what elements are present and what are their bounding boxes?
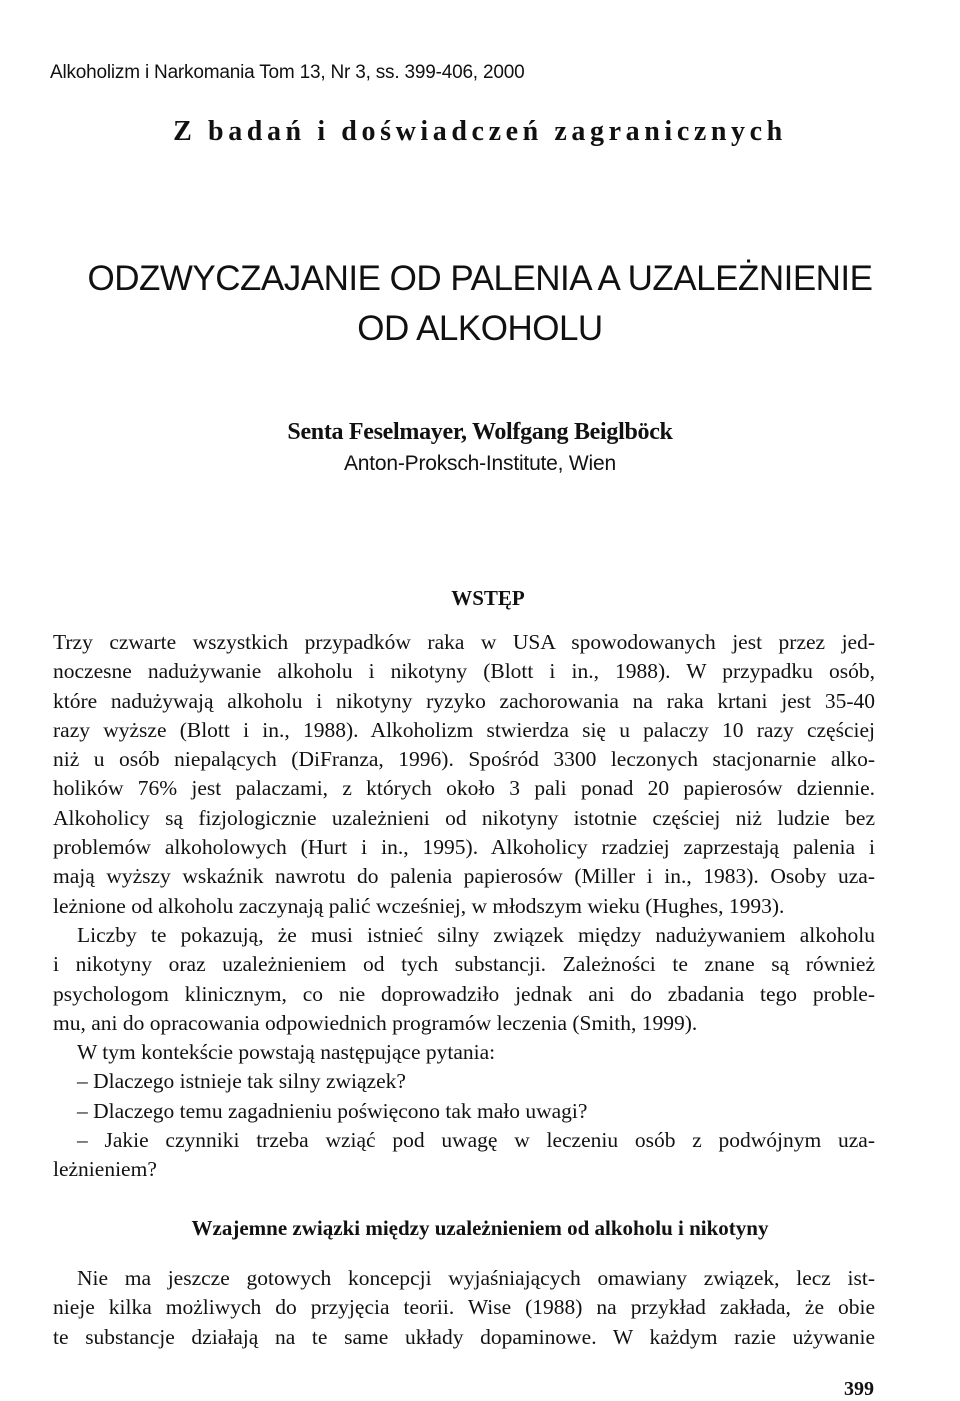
subsection-heading: Wzajemne związki między uzależnieniem od alkoholu i nikotyny — [191, 1216, 769, 1240]
text-line: i nikotyny oraz uzależnieniem od tych substancji. Zależności te znane są również — [53, 952, 875, 977]
text-line: holików 76% jest palaczami, z których około 3 pali ponad 20 papierosów dziennie. — [53, 776, 875, 801]
intro-paragraph — [53, 628, 875, 1185]
authors: Senta Feselmayer, Wolfgang Beiglböck — [287, 419, 673, 445]
section-title: Z badań i doświadczeń zagranicznych — [173, 116, 787, 147]
text-line: W tym kontekście powstają następujące pytania: — [77, 1040, 496, 1065]
text-line: mu, ani do opracowania odpowiednich programów leczenia (Smith, 1999). — [53, 1010, 698, 1035]
text-line: Alkoholicy są fizjologicznie uzależnieni od nikotyny istotnie częściej niż ludzie bez — [53, 805, 875, 830]
article-title — [0, 254, 960, 354]
text-line: niż u osób niepalących (DiFranza, 1996). Spośród 3300 leczonych stacjonarnie alko- — [53, 747, 875, 772]
text-line: problemów alkoholowych (Hurt i in., 1995). Alkoholicy rzadziej zaprzestają palenia i — [53, 835, 875, 860]
text-line: Liczby te pokazują, że musi istnieć silny związek między nadużywaniem alkoholu — [77, 922, 875, 947]
intro-heading: WSTĘP — [451, 586, 525, 610]
page-number: 399 — [844, 1378, 874, 1400]
text-line: nieje kilka możliwych do przyjęcia teorii. Wise (1988) na przykład zakłada, że obie — [53, 1295, 875, 1320]
text-line: noczesne nadużywanie alkoholu i nikotyny (Blott i in., 1988). W przypadku osób, — [53, 659, 875, 684]
text-line: psychologom klinicznym, co nie doprowadziło jednak ani do zbadania tego proble- — [53, 981, 875, 1006]
text-line: które nadużywają alkoholu i nikotyny ryzyko zachorowania na raka krtani jest 35-40 — [53, 688, 875, 713]
text-line: – Dlaczego istnieje tak silny związek? — [77, 1069, 406, 1094]
text-line: Nie ma jeszcze gotowych koncepcji wyjaśniających omawiany związek, lecz ist- — [77, 1266, 875, 1290]
institute: Anton-Proksch-Institute, Wien — [344, 452, 616, 475]
body-paragraph — [53, 1264, 875, 1352]
text-line: mają wyższy wskaźnik nawrotu do palenia papierosów (Miller i in., 1983). Osoby uza- — [53, 864, 875, 889]
article-title-line-1: ODZWYCZAJANIE OD PALENIA A UZALEŻNIENIE — [87, 259, 873, 298]
journal-citation: Alkoholizm i Narkomania Tom 13, Nr 3, ss. 399-406, 2000 — [50, 62, 525, 83]
text-line: razy wyższe (Blott i in., 1988). Alkoholizm stwierdza się u palaczy 10 razy częściej — [53, 717, 875, 742]
text-line: – Jakie czynniki trzeba wziąć pod uwagę w leczeniu osób z podwójnym uza- — [77, 1128, 875, 1153]
text-line: leżnieniem? — [53, 1157, 157, 1182]
text-line: Trzy czwarte wszystkich przypadków raka w USA spowodowanych jest przez jed- — [53, 630, 875, 654]
text-line: te substancje działają na te same układy dopaminowe. W każdym razie używanie — [53, 1324, 875, 1349]
text-line: – Dlaczego temu zagadnieniu poświęcono tak mało uwagi? — [77, 1098, 588, 1123]
text-line: leżnione od alkoholu zaczynają palić wcześniej, w młodszym wieku (Hughes, 1993). — [53, 893, 785, 918]
article-title-line-2: OD ALKOHOLU — [357, 309, 603, 348]
